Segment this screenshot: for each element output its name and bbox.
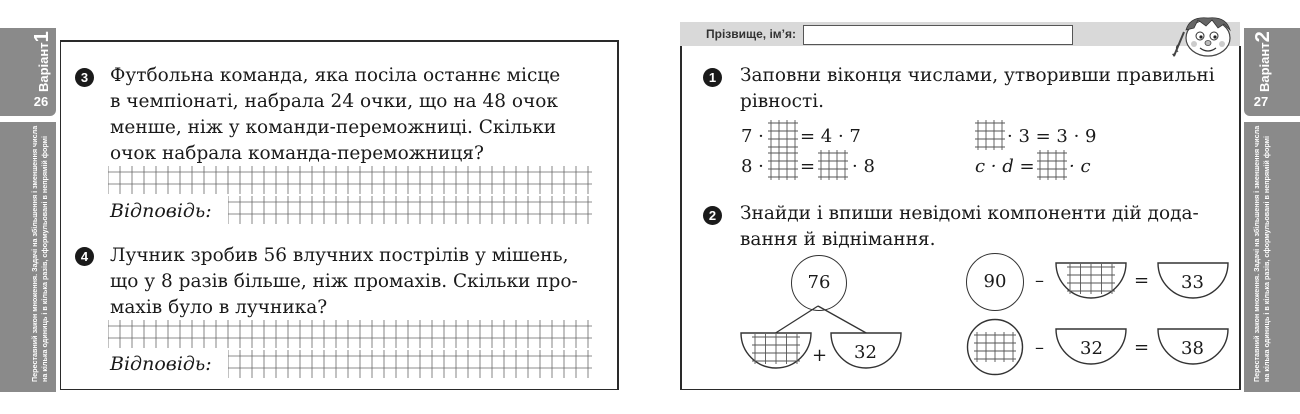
task-2-line-1: Знайди і впиши невідомі компоненти дій дода-	[740, 203, 1199, 224]
eq4-answer-box[interactable]	[1037, 150, 1067, 180]
task-1-line-2: рівності.	[740, 91, 825, 112]
right-variant-word: Варіант	[1257, 42, 1272, 92]
eq3-left: 8 ·	[741, 156, 764, 177]
row1-minus-sign: –	[1035, 270, 1044, 291]
task-4-work-grid[interactable]	[108, 320, 592, 348]
task-3-work-grid[interactable]	[108, 166, 592, 194]
row2-equals-sign: =	[1134, 337, 1150, 358]
task-1-line-1: Заповни віконця числами, утворивши правильні	[740, 65, 1215, 86]
task-3-line-4: очок набрала команда-переможниця?	[110, 143, 484, 164]
row2-minus-sign: –	[1035, 337, 1044, 358]
tree-right-value: 32	[854, 342, 877, 363]
name-field[interactable]	[803, 25, 1073, 45]
eq3-right: · 8	[852, 156, 875, 177]
right-variant-label	[1252, 31, 1275, 92]
boy-mascot-icon	[1168, 12, 1240, 58]
left-frame-top-rule	[60, 40, 618, 42]
eq2-answer-box[interactable]	[975, 120, 1005, 150]
right-page-number: 27	[1253, 94, 1269, 109]
eq3-answer-box-2[interactable]	[818, 150, 848, 180]
left-variant-digit: 1	[31, 31, 53, 43]
eq1-right: = 4 · 7	[800, 126, 861, 147]
task-3-number: 3	[75, 68, 94, 87]
left-variant-word: Варіант	[36, 42, 51, 92]
right-frame-left-rule	[680, 46, 682, 390]
eq3-answer-box-1[interactable]	[768, 150, 798, 180]
left-variant-label	[31, 31, 54, 92]
eq2-right: · 3 = 3 · 9	[1007, 126, 1097, 147]
task-3-line-2: в чемпіонаті, набрала 24 очки, що на 48 очок	[110, 91, 558, 112]
tree-top-value: 76	[807, 272, 831, 293]
task-4-number: 4	[75, 247, 94, 266]
name-label: Прізвище, ім’я:	[706, 27, 797, 41]
right-frame-right-rule	[1239, 46, 1241, 390]
tree-left-answer-box[interactable]	[752, 334, 800, 364]
task-3-answer-grid[interactable]	[228, 196, 592, 224]
row2-middle-value: 32	[1080, 338, 1103, 359]
row1-left-value: 90	[983, 271, 1007, 292]
row1-left-circle	[966, 253, 1024, 311]
right-side-text-1: Переставний закон множення. Задачі на збільшення і зменшення числа	[1252, 125, 1261, 382]
row2-answer-box[interactable]	[974, 332, 1016, 362]
row2-result-value: 38	[1181, 338, 1204, 359]
eq1-left: 7 ·	[741, 126, 764, 147]
task-3-line-3: менше, ніж у команди-переможниці. Скільки	[110, 117, 557, 138]
task-4-line-2: що у 8 разів більше, ніж промахів. Скільки про-	[110, 271, 578, 292]
task-2-number: 2	[703, 206, 722, 225]
left-side-text-2: на кілька одиниць і в кілька разів, сформульовані в непрямій формі	[40, 136, 49, 382]
eq4-left: c · d =	[975, 156, 1035, 177]
right-variant-digit: 2	[1252, 31, 1274, 43]
task-2-line-2: вання й віднімання.	[740, 229, 936, 250]
task-4-answer-grid[interactable]	[228, 350, 592, 378]
eq1-answer-box[interactable]	[768, 120, 798, 150]
right-side-text-2: на кілька одиниць і в кілька разів, сформульовані в непрямій формі	[1262, 136, 1271, 382]
right-frame-bottom-rule	[680, 389, 1240, 390]
row1-equals-sign: =	[1134, 270, 1150, 291]
left-frame-bottom-rule	[60, 389, 618, 390]
left-side-text-1: Переставний закон множення. Задачі на збільшення і зменшення числа	[30, 125, 39, 382]
task-4-line-3: махів було в лучника?	[110, 297, 328, 318]
eq4-right: · c	[1069, 156, 1091, 177]
eq3-mid: =	[800, 156, 816, 177]
row1-answer-box[interactable]	[1067, 264, 1115, 294]
task-4-answer-label: Відповідь:	[110, 353, 212, 375]
tree-top-circle	[791, 255, 847, 311]
row1-result-value: 33	[1181, 272, 1204, 293]
task-3-answer-label: Відповідь:	[110, 200, 212, 222]
left-page-number: 26	[33, 94, 49, 109]
task-4-line-1: Лучник зробив 56 влучних пострілів у мішень,	[110, 245, 569, 266]
tree-plus-sign: +	[812, 345, 828, 366]
task-3-line-1: Футбольна команда, яка посіла останнє місце	[110, 65, 561, 86]
task-1-number: 1	[703, 68, 722, 87]
